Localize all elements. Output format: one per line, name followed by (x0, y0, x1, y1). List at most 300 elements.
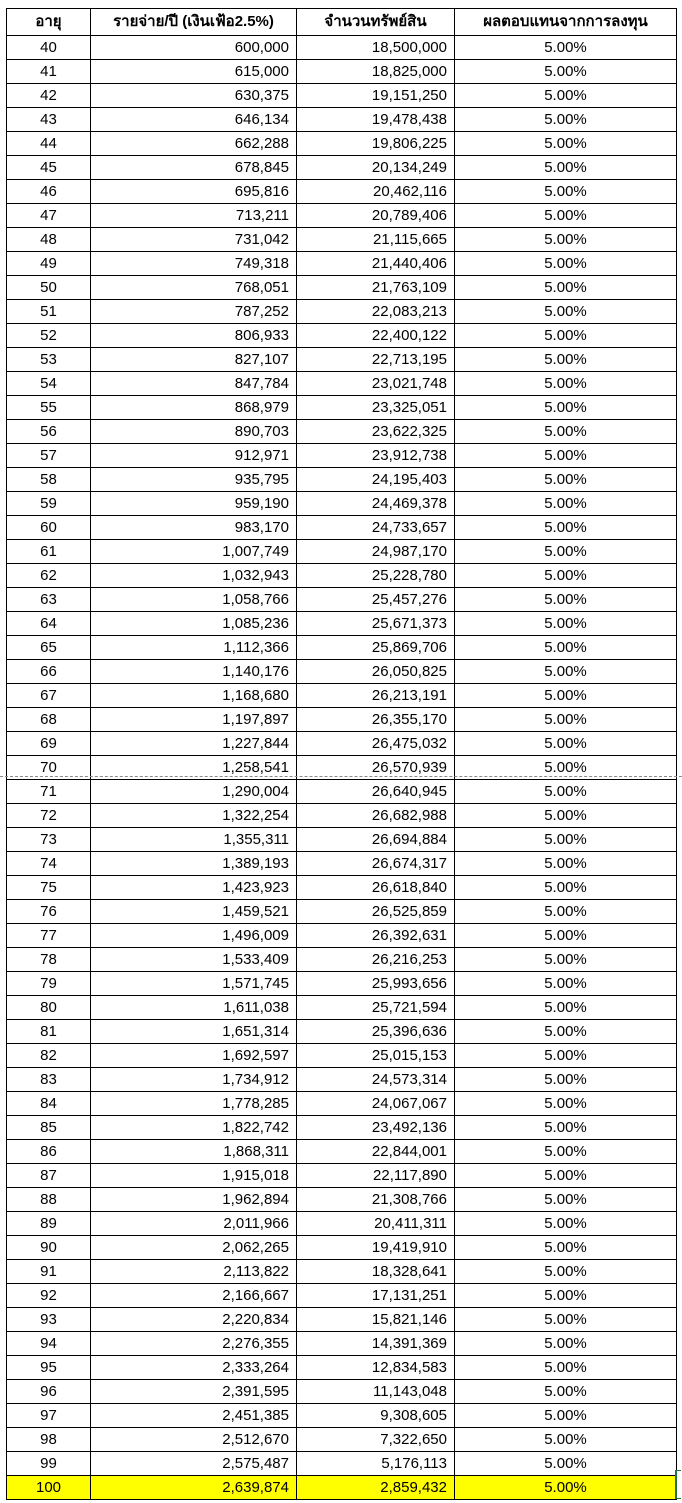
cell-expense[interactable]: 646,134 (91, 108, 297, 132)
table-row (7, 276, 677, 300)
cell-assets[interactable]: 18,825,000 (297, 60, 455, 84)
cell-return[interactable]: 5.00% (455, 1068, 677, 1092)
cell-expense[interactable]: 2,575,487 (91, 1452, 297, 1476)
cell-expense[interactable]: 600,000 (91, 36, 297, 60)
cell-expense[interactable]: 2,220,834 (91, 1308, 297, 1332)
cell-expense[interactable]: 768,051 (91, 276, 297, 300)
cell-expense[interactable]: 787,252 (91, 300, 297, 324)
cell-assets[interactable]: 20,789,406 (297, 204, 455, 228)
table-row (7, 1116, 677, 1140)
table-row (7, 900, 677, 924)
cell-return[interactable]: 5.00% (455, 348, 677, 372)
table-row (7, 60, 677, 84)
cell-expense[interactable]: 662,288 (91, 132, 297, 156)
cell-assets[interactable]: 24,733,657 (297, 516, 455, 540)
cell-return[interactable]: 5.00% (455, 1020, 677, 1044)
cell-assets[interactable]: 21,440,406 (297, 252, 455, 276)
table-row (7, 36, 677, 60)
cell-expense[interactable]: 1,032,943 (91, 564, 297, 588)
cell-age[interactable]: 81 (7, 1020, 91, 1044)
cell-age[interactable]: 68 (7, 708, 91, 732)
cell-expense[interactable]: 1,915,018 (91, 1164, 297, 1188)
cell-age[interactable]: 40 (7, 36, 91, 60)
cell-return[interactable]: 5.00% (455, 972, 677, 996)
cell-expense[interactable]: 1,227,844 (91, 732, 297, 756)
cell-assets[interactable]: 14,391,369 (297, 1332, 455, 1356)
cell-return[interactable]: 5.00% (455, 996, 677, 1020)
cell-age[interactable]: 85 (7, 1116, 91, 1140)
table-row (7, 348, 677, 372)
cell-age[interactable]: 49 (7, 252, 91, 276)
cell-return[interactable]: 5.00% (455, 876, 677, 900)
cell-expense[interactable]: 2,113,822 (91, 1260, 297, 1284)
cell-expense[interactable]: 1,085,236 (91, 612, 297, 636)
cell-expense[interactable]: 1,571,745 (91, 972, 297, 996)
cell-assets[interactable]: 26,355,170 (297, 708, 455, 732)
cell-assets[interactable]: 5,176,113 (297, 1452, 455, 1476)
cell-age[interactable]: 41 (7, 60, 91, 84)
cell-return[interactable]: 5.00% (455, 420, 677, 444)
cell-return[interactable]: 5.00% (455, 612, 677, 636)
cell-expense[interactable]: 1,258,541 (91, 756, 297, 780)
cell-age[interactable]: 71 (7, 780, 91, 804)
table-row (7, 84, 677, 108)
table-row (7, 1428, 677, 1452)
cell-return[interactable]: 5.00% (455, 780, 677, 804)
cell-age[interactable]: 60 (7, 516, 91, 540)
cell-assets[interactable]: 7,322,650 (297, 1428, 455, 1452)
table-row (7, 564, 677, 588)
cell-assets[interactable]: 23,325,051 (297, 396, 455, 420)
cell-assets[interactable]: 19,151,250 (297, 84, 455, 108)
cell-age[interactable]: 58 (7, 468, 91, 492)
cell-expense[interactable]: 868,979 (91, 396, 297, 420)
cell-return[interactable]: 5.00% (455, 1332, 677, 1356)
table-row (7, 1068, 677, 1092)
cell-age[interactable]: 76 (7, 900, 91, 924)
table-row (7, 492, 677, 516)
cell-expense[interactable]: 2,512,670 (91, 1428, 297, 1452)
cell-assets[interactable]: 24,067,067 (297, 1092, 455, 1116)
cell-assets[interactable]: 25,457,276 (297, 588, 455, 612)
cell-age[interactable]: 57 (7, 444, 91, 468)
cell-age[interactable]: 74 (7, 852, 91, 876)
cell-return[interactable]: 5.00% (455, 1140, 677, 1164)
cell-return[interactable]: 5.00% (455, 708, 677, 732)
cell-expense[interactable]: 2,451,385 (91, 1404, 297, 1428)
cell-assets[interactable]: 24,573,314 (297, 1068, 455, 1092)
cell-expense[interactable]: 1,058,766 (91, 588, 297, 612)
cell-return[interactable]: 5.00% (455, 1476, 677, 1500)
cell-return[interactable]: 5.00% (455, 660, 677, 684)
table-row (7, 1332, 677, 1356)
cell-return[interactable]: 5.00% (455, 1404, 677, 1428)
cell-expense[interactable]: 1,112,366 (91, 636, 297, 660)
cell-expense[interactable]: 1,692,597 (91, 1044, 297, 1068)
table-row (7, 132, 677, 156)
table-row (7, 156, 677, 180)
cell-assets[interactable]: 21,308,766 (297, 1188, 455, 1212)
cell-assets[interactable]: 18,500,000 (297, 36, 455, 60)
table-row (7, 1284, 677, 1308)
cell-age[interactable]: 79 (7, 972, 91, 996)
cell-return[interactable]: 5.00% (455, 636, 677, 660)
cell-age[interactable]: 83 (7, 1068, 91, 1092)
cell-expense[interactable]: 615,000 (91, 60, 297, 84)
table-row (7, 1236, 677, 1260)
cell-return[interactable]: 5.00% (455, 1044, 677, 1068)
table-row (7, 660, 677, 684)
cell-return[interactable]: 5.00% (455, 852, 677, 876)
cell-return[interactable]: 5.00% (455, 204, 677, 228)
cell-age[interactable]: 90 (7, 1236, 91, 1260)
cell-assets[interactable]: 26,618,840 (297, 876, 455, 900)
cell-return[interactable]: 5.00% (455, 36, 677, 60)
cell-assets[interactable]: 24,987,170 (297, 540, 455, 564)
cell-expense[interactable]: 2,062,265 (91, 1236, 297, 1260)
cell-age[interactable]: 47 (7, 204, 91, 228)
cell-assets[interactable]: 12,834,583 (297, 1356, 455, 1380)
cell-assets[interactable]: 15,821,146 (297, 1308, 455, 1332)
header-assets[interactable]: จำนวนทรัพย์สิน (297, 9, 455, 36)
table-row (7, 732, 677, 756)
cell-age[interactable]: 48 (7, 228, 91, 252)
cell-age[interactable]: 46 (7, 180, 91, 204)
cell-age[interactable]: 98 (7, 1428, 91, 1452)
cell-return[interactable]: 5.00% (455, 1428, 677, 1452)
cell-age[interactable]: 62 (7, 564, 91, 588)
cell-expense[interactable]: 2,639,874 (91, 1476, 297, 1500)
cell-age[interactable]: 50 (7, 276, 91, 300)
cell-return[interactable]: 5.00% (455, 1212, 677, 1236)
cell-expense[interactable]: 2,276,355 (91, 1332, 297, 1356)
cell-expense[interactable]: 695,816 (91, 180, 297, 204)
table-row (7, 1188, 677, 1212)
cell-expense[interactable]: 827,107 (91, 348, 297, 372)
cell-expense[interactable]: 806,933 (91, 324, 297, 348)
cell-return[interactable]: 5.00% (455, 828, 677, 852)
cell-age[interactable]: 66 (7, 660, 91, 684)
cell-assets[interactable]: 18,328,641 (297, 1260, 455, 1284)
cell-age[interactable]: 73 (7, 828, 91, 852)
cell-age[interactable]: 43 (7, 108, 91, 132)
cell-return[interactable]: 5.00% (455, 1452, 677, 1476)
cell-age[interactable]: 78 (7, 948, 91, 972)
cell-age[interactable]: 82 (7, 1044, 91, 1068)
cell-age[interactable]: 92 (7, 1284, 91, 1308)
header-row (7, 9, 677, 36)
cell-age[interactable]: 59 (7, 492, 91, 516)
cell-age[interactable]: 54 (7, 372, 91, 396)
cell-assets[interactable]: 2,859,432 (297, 1476, 455, 1500)
cell-age[interactable]: 63 (7, 588, 91, 612)
cell-assets[interactable]: 26,570,939 (297, 756, 455, 780)
cell-return[interactable]: 5.00% (455, 324, 677, 348)
cell-expense[interactable]: 1,007,749 (91, 540, 297, 564)
table-row (7, 876, 677, 900)
cell-expense[interactable]: 935,795 (91, 468, 297, 492)
cell-expense[interactable]: 749,318 (91, 252, 297, 276)
cell-return[interactable]: 5.00% (455, 468, 677, 492)
cell-selection-cursor (675, 1470, 681, 1499)
cell-return[interactable]: 5.00% (455, 1188, 677, 1212)
cell-assets[interactable]: 22,713,195 (297, 348, 455, 372)
header-return[interactable]: ผลตอบแทนจากการลงทุน (455, 9, 677, 36)
cell-age[interactable]: 86 (7, 1140, 91, 1164)
cell-return[interactable]: 5.00% (455, 1260, 677, 1284)
table-row (7, 444, 677, 468)
table-row (7, 1404, 677, 1428)
cell-assets[interactable]: 25,869,706 (297, 636, 455, 660)
cell-expense[interactable]: 731,042 (91, 228, 297, 252)
cell-assets[interactable]: 26,216,253 (297, 948, 455, 972)
cell-assets[interactable]: 26,694,884 (297, 828, 455, 852)
cell-expense[interactable]: 1,459,521 (91, 900, 297, 924)
table-row (7, 588, 677, 612)
retirement-spreadsheet (6, 8, 677, 1500)
cell-expense[interactable]: 630,375 (91, 84, 297, 108)
table-row (7, 324, 677, 348)
cell-age[interactable]: 95 (7, 1356, 91, 1380)
cell-return[interactable]: 5.00% (455, 132, 677, 156)
cell-return[interactable]: 5.00% (455, 516, 677, 540)
cell-return[interactable]: 5.00% (455, 1356, 677, 1380)
page-break-line (0, 776, 682, 777)
cell-expense[interactable]: 1,868,311 (91, 1140, 297, 1164)
cell-expense[interactable]: 1,778,285 (91, 1092, 297, 1116)
table-row (7, 1380, 677, 1404)
cell-expense[interactable]: 1,423,923 (91, 876, 297, 900)
cell-age[interactable]: 88 (7, 1188, 91, 1212)
cell-assets[interactable]: 26,213,191 (297, 684, 455, 708)
cell-assets[interactable]: 26,392,631 (297, 924, 455, 948)
cell-expense[interactable]: 1,496,009 (91, 924, 297, 948)
cell-assets[interactable]: 19,806,225 (297, 132, 455, 156)
cell-assets[interactable]: 26,475,032 (297, 732, 455, 756)
cell-expense[interactable]: 1,822,742 (91, 1116, 297, 1140)
cell-age[interactable]: 52 (7, 324, 91, 348)
cell-expense[interactable]: 1,168,680 (91, 684, 297, 708)
cell-return[interactable]: 5.00% (455, 444, 677, 468)
cell-return[interactable]: 5.00% (455, 1284, 677, 1308)
cell-age[interactable]: 96 (7, 1380, 91, 1404)
cell-age[interactable]: 91 (7, 1260, 91, 1284)
cell-expense[interactable]: 1,651,314 (91, 1020, 297, 1044)
cell-return[interactable]: 5.00% (455, 588, 677, 612)
cell-expense[interactable]: 890,703 (91, 420, 297, 444)
cell-age[interactable]: 64 (7, 612, 91, 636)
table-row (7, 1044, 677, 1068)
cell-expense[interactable]: 2,391,595 (91, 1380, 297, 1404)
cell-assets[interactable]: 23,492,136 (297, 1116, 455, 1140)
cell-assets[interactable]: 21,115,665 (297, 228, 455, 252)
cell-assets[interactable]: 22,400,122 (297, 324, 455, 348)
cell-return[interactable]: 5.00% (455, 1380, 677, 1404)
cell-return[interactable]: 5.00% (455, 300, 677, 324)
cell-age[interactable]: 99 (7, 1452, 91, 1476)
cell-age[interactable]: 87 (7, 1164, 91, 1188)
cell-assets[interactable]: 19,478,438 (297, 108, 455, 132)
table-row (7, 396, 677, 420)
table-row (7, 948, 677, 972)
cell-assets[interactable]: 20,462,116 (297, 180, 455, 204)
cell-return[interactable]: 5.00% (455, 252, 677, 276)
cell-expense[interactable]: 1,533,409 (91, 948, 297, 972)
cell-age[interactable]: 67 (7, 684, 91, 708)
cell-assets[interactable]: 22,083,213 (297, 300, 455, 324)
cell-assets[interactable]: 22,117,890 (297, 1164, 455, 1188)
cell-assets[interactable]: 26,682,988 (297, 804, 455, 828)
header-expense[interactable]: รายจ่าย/ปี (เงินเฟ้อ2.5%) (91, 9, 297, 36)
table-row (7, 612, 677, 636)
cell-return[interactable]: 5.00% (455, 756, 677, 780)
cell-expense[interactable]: 1,355,311 (91, 828, 297, 852)
cell-assets[interactable]: 25,721,594 (297, 996, 455, 1020)
cell-age[interactable]: 80 (7, 996, 91, 1020)
cell-expense[interactable]: 2,333,264 (91, 1356, 297, 1380)
cell-assets[interactable]: 11,143,048 (297, 1380, 455, 1404)
cell-assets[interactable]: 25,993,656 (297, 972, 455, 996)
cell-assets[interactable]: 26,525,859 (297, 900, 455, 924)
cell-expense[interactable]: 912,971 (91, 444, 297, 468)
table-row (7, 180, 677, 204)
cell-expense[interactable]: 1,197,897 (91, 708, 297, 732)
table-row (7, 1452, 677, 1476)
cell-assets[interactable]: 23,912,738 (297, 444, 455, 468)
cell-age[interactable]: 75 (7, 876, 91, 900)
cell-age[interactable]: 44 (7, 132, 91, 156)
table-row (7, 300, 677, 324)
cell-return[interactable]: 5.00% (455, 180, 677, 204)
cell-age[interactable]: 89 (7, 1212, 91, 1236)
cell-expense[interactable]: 983,170 (91, 516, 297, 540)
cell-assets[interactable]: 19,419,910 (297, 1236, 455, 1260)
cell-return[interactable]: 5.00% (455, 84, 677, 108)
cell-assets[interactable]: 20,134,249 (297, 156, 455, 180)
table-row (7, 1476, 677, 1500)
cell-age[interactable]: 94 (7, 1332, 91, 1356)
cell-assets[interactable]: 23,021,748 (297, 372, 455, 396)
cell-return[interactable]: 5.00% (455, 1236, 677, 1260)
cell-age[interactable]: 70 (7, 756, 91, 780)
table-row (7, 1260, 677, 1284)
table-row (7, 1308, 677, 1332)
cell-assets[interactable]: 26,050,825 (297, 660, 455, 684)
cell-return[interactable]: 5.00% (455, 1092, 677, 1116)
table-row (7, 684, 677, 708)
cell-return[interactable]: 5.00% (455, 804, 677, 828)
cell-expense[interactable]: 847,784 (91, 372, 297, 396)
table-row (7, 924, 677, 948)
cell-assets[interactable]: 25,015,153 (297, 1044, 455, 1068)
cell-assets[interactable]: 24,195,403 (297, 468, 455, 492)
cell-expense[interactable]: 1,140,176 (91, 660, 297, 684)
table-row (7, 516, 677, 540)
cell-expense[interactable]: 2,166,667 (91, 1284, 297, 1308)
cell-age[interactable]: 42 (7, 84, 91, 108)
table-row (7, 252, 677, 276)
cell-return[interactable]: 5.00% (455, 156, 677, 180)
cell-return[interactable]: 5.00% (455, 228, 677, 252)
cell-return[interactable]: 5.00% (455, 492, 677, 516)
cell-return[interactable]: 5.00% (455, 732, 677, 756)
cell-assets[interactable]: 25,228,780 (297, 564, 455, 588)
cell-expense[interactable]: 1,734,912 (91, 1068, 297, 1092)
cell-assets[interactable]: 21,763,109 (297, 276, 455, 300)
table-row (7, 1020, 677, 1044)
cell-return[interactable]: 5.00% (455, 372, 677, 396)
cell-assets[interactable]: 26,674,317 (297, 852, 455, 876)
cell-expense[interactable]: 1,290,004 (91, 780, 297, 804)
cell-age[interactable]: 56 (7, 420, 91, 444)
cell-assets[interactable]: 22,844,001 (297, 1140, 455, 1164)
cell-return[interactable]: 5.00% (455, 1116, 677, 1140)
cell-assets[interactable]: 9,308,605 (297, 1404, 455, 1428)
table-row (7, 804, 677, 828)
cell-age[interactable]: 100 (7, 1476, 91, 1500)
cell-return[interactable]: 5.00% (455, 564, 677, 588)
cell-return[interactable]: 5.00% (455, 396, 677, 420)
cell-return[interactable]: 5.00% (455, 1308, 677, 1332)
cell-return[interactable]: 5.00% (455, 924, 677, 948)
cell-assets[interactable]: 24,469,378 (297, 492, 455, 516)
table-row (7, 708, 677, 732)
cell-assets[interactable]: 25,396,636 (297, 1020, 455, 1044)
cell-expense[interactable]: 1,389,193 (91, 852, 297, 876)
cell-age[interactable]: 77 (7, 924, 91, 948)
cell-assets[interactable]: 25,671,373 (297, 612, 455, 636)
cell-assets[interactable]: 23,622,325 (297, 420, 455, 444)
cell-age[interactable]: 69 (7, 732, 91, 756)
cell-age[interactable]: 72 (7, 804, 91, 828)
table-row (7, 204, 677, 228)
cell-expense[interactable]: 1,962,894 (91, 1188, 297, 1212)
cell-expense[interactable]: 713,211 (91, 204, 297, 228)
cell-return[interactable]: 5.00% (455, 684, 677, 708)
cell-age[interactable]: 51 (7, 300, 91, 324)
cell-return[interactable]: 5.00% (455, 60, 677, 84)
cell-assets[interactable]: 20,411,311 (297, 1212, 455, 1236)
table-row (7, 1092, 677, 1116)
cell-return[interactable]: 5.00% (455, 1164, 677, 1188)
table-row (7, 1140, 677, 1164)
cell-age[interactable]: 93 (7, 1308, 91, 1332)
table-row (7, 1356, 677, 1380)
cell-assets[interactable]: 26,640,945 (297, 780, 455, 804)
cell-return[interactable]: 5.00% (455, 276, 677, 300)
cell-age[interactable]: 84 (7, 1092, 91, 1116)
cell-age[interactable]: 97 (7, 1404, 91, 1428)
cell-age[interactable]: 61 (7, 540, 91, 564)
cell-return[interactable]: 5.00% (455, 948, 677, 972)
cell-return[interactable]: 5.00% (455, 540, 677, 564)
cell-expense[interactable]: 2,011,966 (91, 1212, 297, 1236)
cell-expense[interactable]: 959,190 (91, 492, 297, 516)
header-age[interactable]: อายุ (7, 9, 91, 36)
cell-age[interactable]: 45 (7, 156, 91, 180)
cell-expense[interactable]: 1,611,038 (91, 996, 297, 1020)
cell-return[interactable]: 5.00% (455, 108, 677, 132)
cell-expense[interactable]: 678,845 (91, 156, 297, 180)
cell-assets[interactable]: 17,131,251 (297, 1284, 455, 1308)
cell-age[interactable]: 55 (7, 396, 91, 420)
cell-return[interactable]: 5.00% (455, 900, 677, 924)
cell-age[interactable]: 65 (7, 636, 91, 660)
cell-expense[interactable]: 1,322,254 (91, 804, 297, 828)
table-row (7, 852, 677, 876)
cell-age[interactable]: 53 (7, 348, 91, 372)
table-row (7, 828, 677, 852)
